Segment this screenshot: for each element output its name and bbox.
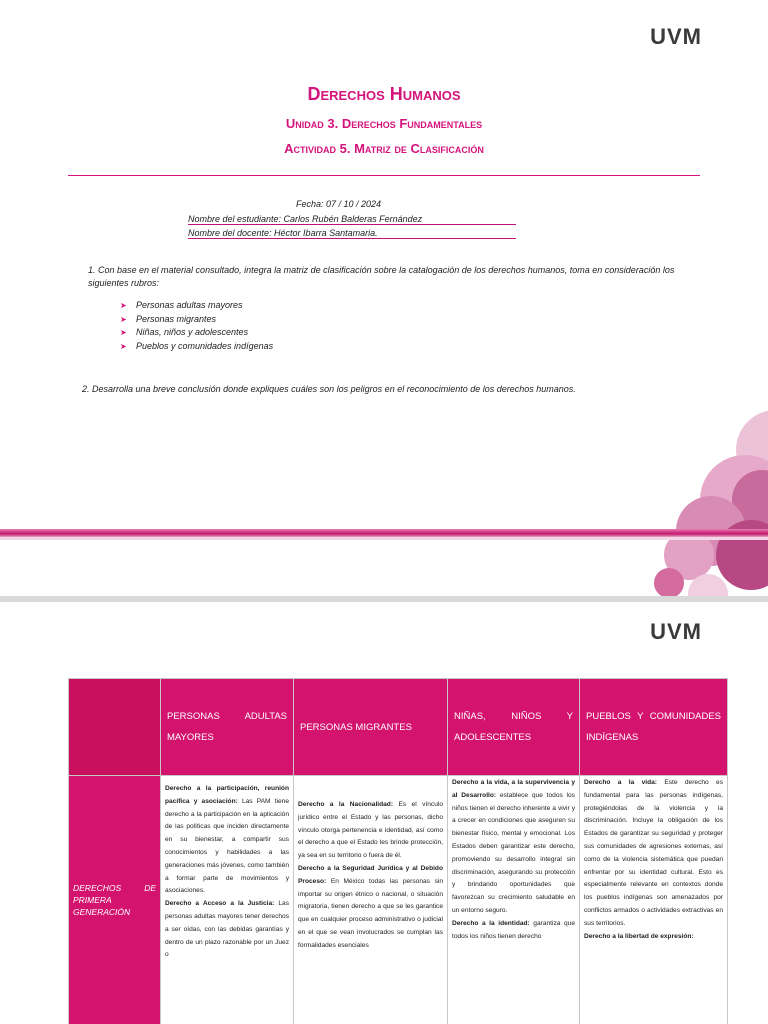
header-adultos-mayores: PERSONAS ADULTAS MAYORES: [161, 679, 294, 776]
uvm-logo: UVM: [650, 619, 702, 644]
uvm-logo: UVM: [650, 24, 702, 49]
list-item: ➤ Pueblos y comunidades indígenas: [120, 340, 273, 354]
cell-adultos-mayores: Derecho a la participación, reunión pacífica y asociación: Las PAM tiene derecho a la participación en la aplicación de las políticas que inciden directamente en su bienestar, a compartir sus conocimientos y habilidades a las generaciones más jóvenes, como también a formar parte de movimientos y asociaciones. Derecho a Acceso a la Justicia: Las personas adultas mayores tener derechos a ser oídas, con las debidas garantías y dentro de un plazo razonable por un Juez o: [161, 776, 294, 1024]
row-header-primera-generacion: DERECHOS DE PRIMERA GENERACIÓN: [69, 776, 161, 1024]
cell-personas-migrantes: Derecho a la Nacionalidad: Es el vínculo jurídico entre el Estado y las personas, dicho vínculo otorga pertenencia e identidad, así como el derecho a que el Estado les brinde protección, ya sea en su territorio o fuera de él. Derecho a la Seguridad Jurídica y al Debido Proceso: En México todas las personas sin importar su origen étnico o nacional, o situación migratoria, tienen derecho a que se les garantice que en cualquier proceso administrativo o judicial en el que se vean involucrados se cumplan las formalidades esenciales: [294, 776, 448, 1024]
instruction-2: 2. Desarrolla una breve conclusión donde expliques cuáles son los peligros en el reconocimiento de los derechos humanos.: [82, 384, 576, 394]
date-field: Fecha: 07 / 10 / 2024: [296, 199, 382, 209]
pink-band: [0, 529, 768, 537]
table-header-row: [69, 679, 728, 776]
classification-matrix: [68, 678, 728, 1024]
header-pueblos-indigenas: PUEBLOS Y COMUNIDADES INDÍGENAS: [580, 679, 728, 776]
document-title: Derechos Humanos: [307, 84, 461, 104]
cell-pueblos-indigenas: Derecho a la vida: Este derecho es fundamental para las personas indígenas, protegiéndolas de la violencia y la discriminación. Incluye la obligación de los Estados de garantizar su seguridad y proteger sus comunidades de agresiones externas, así como de la violencia sistemática que puedan enfrentar por su identidad cultural. Esto es especialmente relevante en contextos donde los pueblos indígenas son amenazados por conflictos armados o actividades extractivas en sus territorios. Derecho a la libertad de expresión:: [580, 776, 728, 1024]
student-name-field: Nombre del estudiante: Carlos Rubén Balderas Fernández: [188, 214, 516, 225]
pink-band-shadow: [0, 537, 768, 540]
arrow-bullet-icon: ➤: [120, 314, 127, 324]
unit-title: Unidad 3. Derechos Fundamentales: [285, 116, 483, 131]
arrow-bullet-icon: ➤: [120, 328, 127, 337]
rubric-list: [120, 299, 273, 353]
instruction-1: 1. Con base en el material consultado, integra la matriz de clasificación sobre la catalogación de los derechos humanos, toma en consideración los siguientes rubros:: [88, 265, 675, 288]
document-page-2: [0, 602, 768, 1024]
activity-title: Actividad 5. Matriz de Clasificación: [284, 141, 484, 156]
teacher-name-field: Nombre del docente: Héctor Ibarra Santamaria.: [188, 228, 516, 239]
header-personas-migrantes: PERSONAS MIGRANTES: [294, 679, 448, 776]
table-header-corner: [69, 679, 161, 776]
list-item: ➤ Personas adultas mayores: [120, 299, 273, 313]
table-row: [69, 776, 728, 1024]
list-item: ➤ Personas migrantes: [120, 313, 273, 327]
arrow-bullet-icon: ➤: [120, 341, 127, 351]
cell-ninos-adolescentes: Derecho a la vida, a la supervivencia y al Desarrollo: establece que todos los niños tienen el derecho inherente a vivir y a crecer en condiciones que aseguren su bienestar físico, mental y emocional. Los Estados deben garantizar este derecho, promoviendo su desarrollo integral sin discriminación, asegurando su protección y brindando oportunidades que favorezcan su crecimiento saludable en un entorno seguro. Derecho a la identidad: garantiza que todos los niños tienen derecho: [448, 776, 580, 1024]
arrow-bullet-icon: ➤: [120, 301, 127, 310]
title-divider: [68, 175, 700, 176]
list-item: ➤ Niñas, niños y adolescentes: [120, 326, 273, 340]
header-ninos-adolescentes: NIÑAS, NIÑOS Y ADOLESCENTES: [448, 679, 580, 776]
